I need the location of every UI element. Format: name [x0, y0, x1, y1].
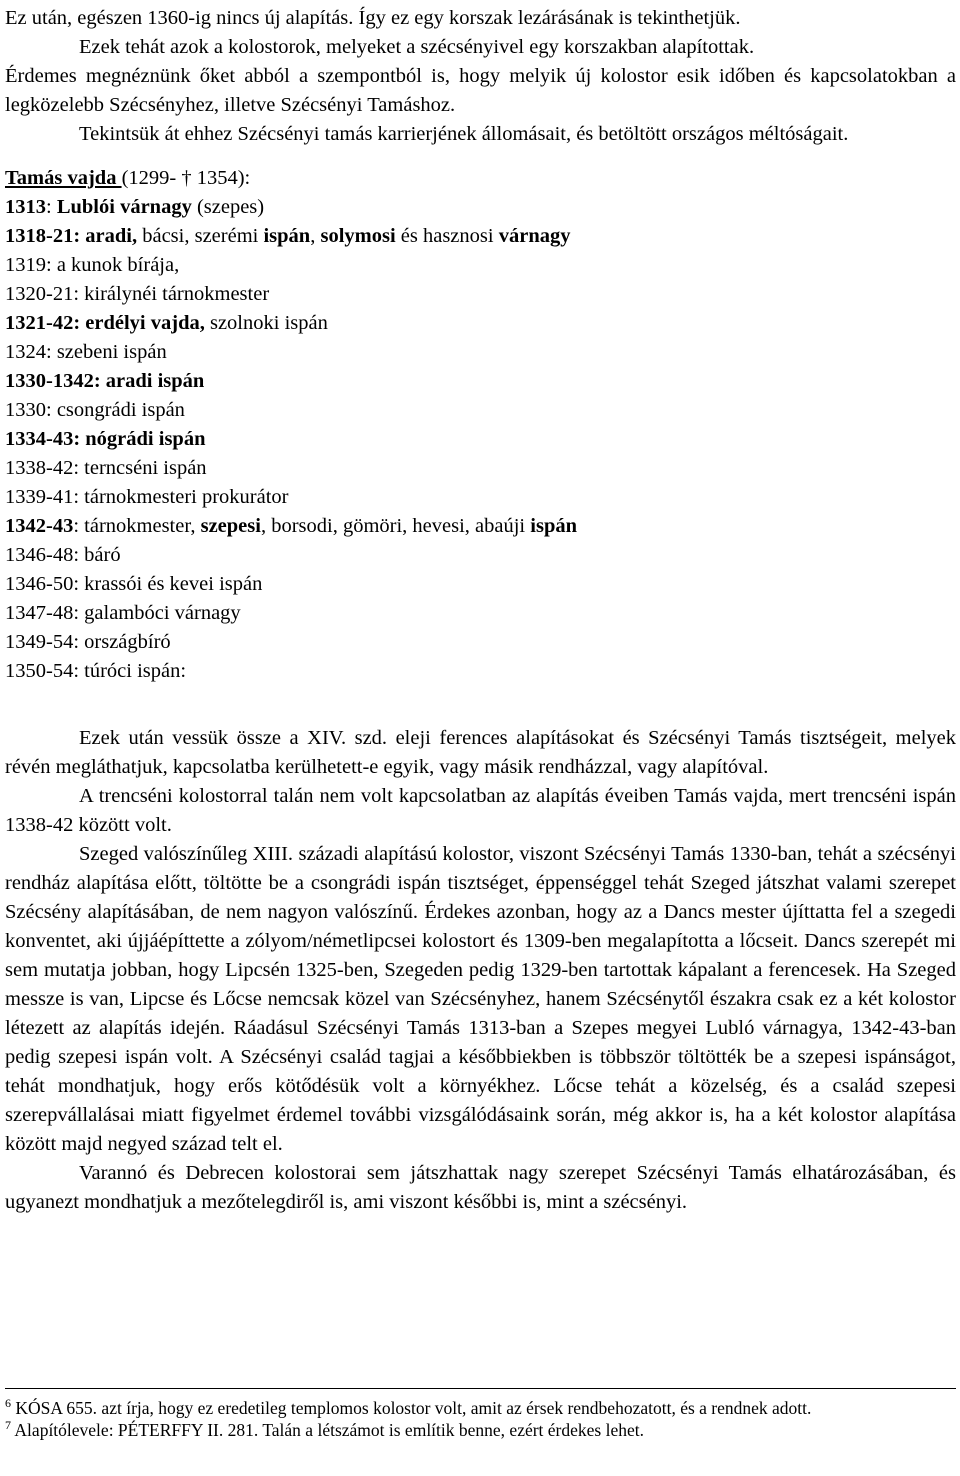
intro-paragraph-1: Ez után, egészen 1360-ig nincs új alapítás. Így ez egy korszak lezárásának is tekinthetjük.	[5, 7, 741, 29]
career-entry-text: 1346-48: báró	[5, 544, 121, 566]
career-entry-text: solymosi	[320, 225, 396, 247]
career-entry-text: 1319: a kunok bírája,	[5, 254, 180, 276]
career-entry-text: (szepes)	[191, 196, 265, 218]
career-entry-text: 1324: szebeni ispán	[5, 341, 167, 363]
footnotes	[5, 1388, 956, 1441]
intro-paragraph-2: Ezek tehát azok a kolostorok, melyeket a szécsényivel egy korszakban alapítottak.	[79, 36, 755, 58]
career-entry-text: ispán	[263, 225, 311, 247]
intro-paragraph-3: Érdemes megnéznünk őket abból a szempontból is, hogy melyik új kolostor esik időben és kapcsolatokban a legközelebb Szécsényhez, illetve Szécsényi Tamáshoz.	[5, 65, 956, 116]
career-entry-text: szolnoki ispán	[204, 312, 328, 334]
career-entry	[5, 280, 956, 309]
career-entry-text: 1342-43	[5, 515, 74, 537]
career-entry-text: 1318-21: aradi,	[5, 225, 138, 247]
career-entry-text: ,	[310, 225, 321, 247]
conclusion-paragraph-1: Ezek után vessük össze a XIV. szd. eleji ferences alapításokat és Szécsényi Tamás tisztségeit, melyek révén megláthatjuk, kapcsolatba kerülhetett-e egyik, vagy másik rendházzal, vagy alapítóval.	[5, 727, 956, 778]
career-entry	[5, 512, 956, 541]
career-dates: (1299- † 1354):	[121, 167, 251, 189]
career-entry	[5, 425, 956, 454]
career-entry-text: 1338-42: terncséni ispán	[5, 457, 207, 479]
career-entry-text: 1347-48: galambóci várnagy	[5, 602, 241, 624]
conclusion-paragraph-4: Varannó és Debrecen kolostorai sem játszhattak nagy szerepet Szécsényi Tamás elhatározásában, és ugyanezt mondhatjuk a mezőtelegdiről is, ami viszont későbbi is, mint a szécsényi.	[5, 1162, 956, 1213]
career-entry	[5, 483, 956, 512]
career-entry	[5, 396, 956, 425]
career-entry	[5, 222, 956, 251]
career-entry	[5, 454, 956, 483]
conclusion-section	[5, 724, 956, 1217]
career-entry-text: 1330: csongrádi ispán	[5, 399, 185, 421]
career-entry	[5, 657, 956, 686]
career-heading	[5, 164, 956, 193]
footnote-6-number: 6	[5, 1396, 11, 1411]
footnote-divider	[5, 1388, 956, 1389]
career-entry-text: bácsi, szerémi	[137, 225, 264, 247]
footnote-6-text: KÓSA 655. azt írja, hogy ez eredetileg templomos kolostor volt, amit az érsek rendbehozatott, és a rendnek adott.	[15, 1398, 812, 1418]
career-entry	[5, 570, 956, 599]
career-entry	[5, 628, 956, 657]
career-entry-text: szepesi	[200, 515, 261, 537]
conclusion-paragraph-2: A trencséni kolostorral talán nem volt kapcsolatban az alapítás éveiben Tamás vajda, mert trencséni ispán 1338-42 között volt.	[5, 785, 956, 836]
intro-section	[5, 4, 956, 149]
career-entry	[5, 338, 956, 367]
career-list	[5, 164, 956, 686]
career-entry-text: 1321-42: erdélyi vajda,	[5, 312, 205, 334]
footnote-7	[5, 1419, 956, 1441]
career-entry	[5, 309, 956, 338]
document-page	[5, 0, 956, 1217]
career-entry-text: ispán	[530, 515, 577, 537]
career-entry-text: és hasznosi	[395, 225, 499, 247]
career-entry-text: : tárnokmester,	[73, 515, 201, 537]
career-entries	[5, 193, 956, 686]
career-entry-text: 1320-21: királynéi tárnokmester	[5, 283, 270, 305]
career-entry-text: 1349-54: országbíró	[5, 631, 171, 653]
career-entry	[5, 251, 956, 280]
career-entry-text: 1313	[5, 196, 46, 218]
career-entry-text: :	[46, 196, 57, 218]
career-entry-text: várnagy	[498, 225, 571, 247]
intro-paragraph-4: Tekintsük át ehhez Szécsényi tamás karrierjének állomásait, és betöltött országos méltóságait.	[79, 123, 849, 145]
career-entry-text: , borsodi, gömöri, hevesi, abaúji	[260, 515, 531, 537]
career-entry-text: 1339-41: tárnokmesteri prokurátor	[5, 486, 289, 508]
career-entry-text: 1330-1342: aradi ispán	[5, 370, 205, 392]
career-entry	[5, 541, 956, 570]
career-entry-text: 1334-43: nógrádi ispán	[5, 428, 206, 450]
career-entry	[5, 367, 956, 396]
career-title: Tamás vajda	[5, 167, 122, 189]
footnote-6	[5, 1397, 956, 1419]
career-entry-text: 1350-54: túróci ispán:	[5, 660, 187, 682]
conclusion-paragraph-3: Szeged valószínűleg XIII. századi alapítású kolostor, viszont Szécsényi Tamás 1330-ban, tehát a szécsényi rendház alapítása előtt, töltötte be a csongrádi ispán tisztséget, éppenséggel tehát Szeged játszhat valami szerepet Szécsény alapításában, de nem nagyon valószínű. Érdekes azonban, hogy az a Dancs mester újíttatta fel a szegedi konventet, aki újjáépíttette a zólyom/németlipcsei kolostort és 1309-ben megalapította a lőcseit. Dancs szerepét mi sem mutatja jobban, hogy Lipcsén 1325-ben, Szegeden pedig 1329-ben tartottak kápalant a ferencesek. Ha Szeged messze is van, Lipcse és Lőcse nemcsak közel van Szécsényhez, hanem Szécsénytől északra csak ez a két kolostor létezett az alapítás idején. Ráadásul Szécsényi Tamás 1313-ban a Szepes megyei Lubló várnagya, 1342-43-ban pedig szepesi ispán volt. A Szécsényi család tagjai a későbbiekben is többször töltötték be a szepesi ispánságot, tehát mondhatjuk, hogy erős kötődésük volt a környékhez. Lőcse tehát a közelség, és a család szepesi szerepvállalásai miatt figyelmet érdemel további vizsgálódásaink során, még akkor is, ha a két kolostor alapítása között majd negyed század telt el.	[5, 843, 956, 1155]
career-entry-text: Lublói várnagy	[56, 196, 192, 218]
footnote-7-number: 7	[5, 1418, 11, 1433]
career-entry	[5, 599, 956, 628]
career-entry	[5, 193, 956, 222]
footnote-7-text: Alapítólevele: PÉTERFFY II. 281. Talán a létszámot is említik benne, ezért érdekes lehet.	[14, 1420, 644, 1440]
career-entry-text: 1346-50: krassói és kevei ispán	[5, 573, 263, 595]
